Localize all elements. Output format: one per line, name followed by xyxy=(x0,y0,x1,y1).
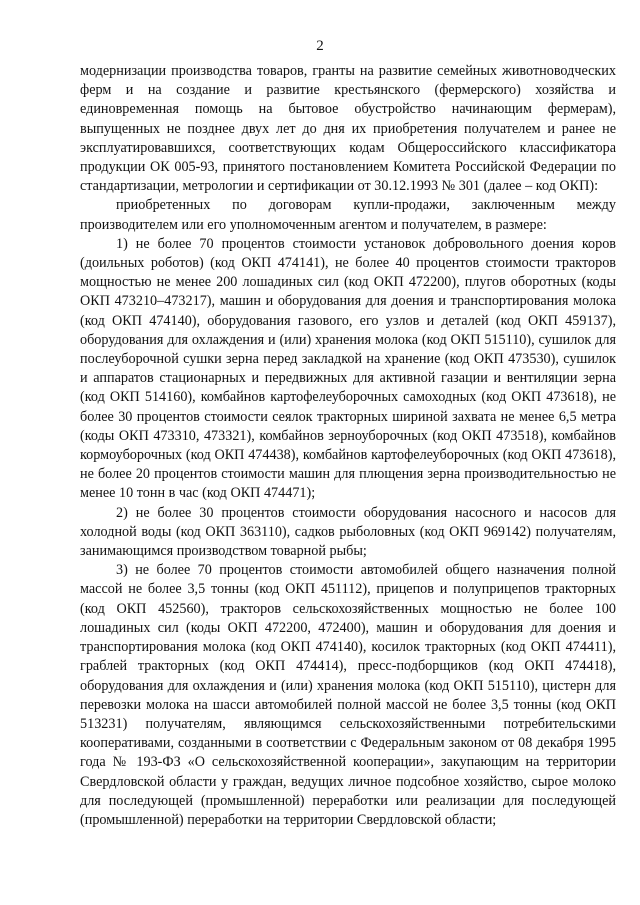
paragraph-continuation: модернизации производства товаров, гранты на развитие семейных животноводческих ферм и на создание и развитие крестьянского (фермерского) хозяйства и единовременная помощь на бытовое обустройство начинающим фермерам), выпущенных не позднее двух лет до дня их приобретения получателем и ранее не эксплуатировавшихся, соответствующих кодам Общероссийского классификатора продукции ОК 005-93, принятого постановлением Комитета Российской Федерации по стандартизации, метрологии и сертификации от 30.12.1993 № 301 (далее – код ОКП): xyxy=(80,63,616,195)
paragraph-item-1: 1) не более 70 процентов стоимости установок добровольного доения коров (доильных роботов) (код ОКП 474141), не более 40 процентов стоимости тракторов мощностью не менее 200 лошадиных сил (код ОКП 472200), плугов оборотных (коды ОКП 473210–473217), машин и оборудования для доения и транспортирования молока (код ОКП 474140), оборудования газового, его узлов и деталей (код ОКП 459137), оборудования для охлаждения и (или) хранения молока (код ОКП 515110), сушилок для послеуборочной сушки зерна перед закладкой на хранение (код ОКП 473530), сушилок и аппаратов стационарных и передвижных для активной газации и вентиляции зерна (код ОКП 514160), комбайнов картофелеуборочных самоходных (код ОКП 473618), не более 30 процентов стоимости сеялок тракторных шириной захвата не менее 6,5 метра (коды ОКП 473310, 473321), комбайнов зерноуборочных (код ОКП 473518), комбайнов кормоуборочных (код ОКП 474438), комбайнов картофелеуборочных (код ОКП 473618), не более 20 процентов стоимости машин для плющения зерна производительностью не менее 10 тонн в час (код ОКП 474471); xyxy=(80,235,616,502)
paragraph-item-2: 2) не более 30 процентов стоимости оборудования насосного и насосов для холодной воды (код ОКП 363110), садков рыболовных (код ОКП 969142) получателям, занимающимся производством товарной рыбы; xyxy=(80,504,616,560)
paragraph-purchase-terms: приобретенных по договорам купли-продажи, заключенным между производителем или его уполномоченным агентом и получателем, в размере: xyxy=(80,197,616,233)
document-body xyxy=(80,62,616,830)
page-number: 2 xyxy=(316,38,324,54)
paragraph-item-3: 3) не более 70 процентов стоимости автомобилей общего назначения полной массой не более 3,5 тонны (код ОКП 451112), прицепов и полуприцепов тракторных (код ОКП 452560), тракторов сельскохозяйственных мощностью не более 100 лошадиных сил (коды ОКП 472200, 472400), машин и оборудования для доения и транспортирования молока (код ОКП 474140), косилок тракторных (код ОКП 474411), граблей тракторных (код ОКП 474414), пресс-подборщиков (код ОКП 474418), оборудования для охлаждения и (или) хранения молока (код ОКП 515110), цистерн для перевозки молока на шасси автомобилей полной массой не более 3,5 тонны (код ОКП 513231) получателям, являющимся сельскохозяйственными потребительскими кооперативами, созданными в соответствии с Федеральным законом от 08 декабря 1995 года № 193-ФЗ «О сельскохозяйственной кооперации», закупающим на территории Свердловской области у граждан, ведущих личное подсобное хозяйство, сырое молоко для последующей (промышленной) переработки или реализации для последующей (промышленной) переработки на территории Свердловской области; xyxy=(80,562,616,828)
